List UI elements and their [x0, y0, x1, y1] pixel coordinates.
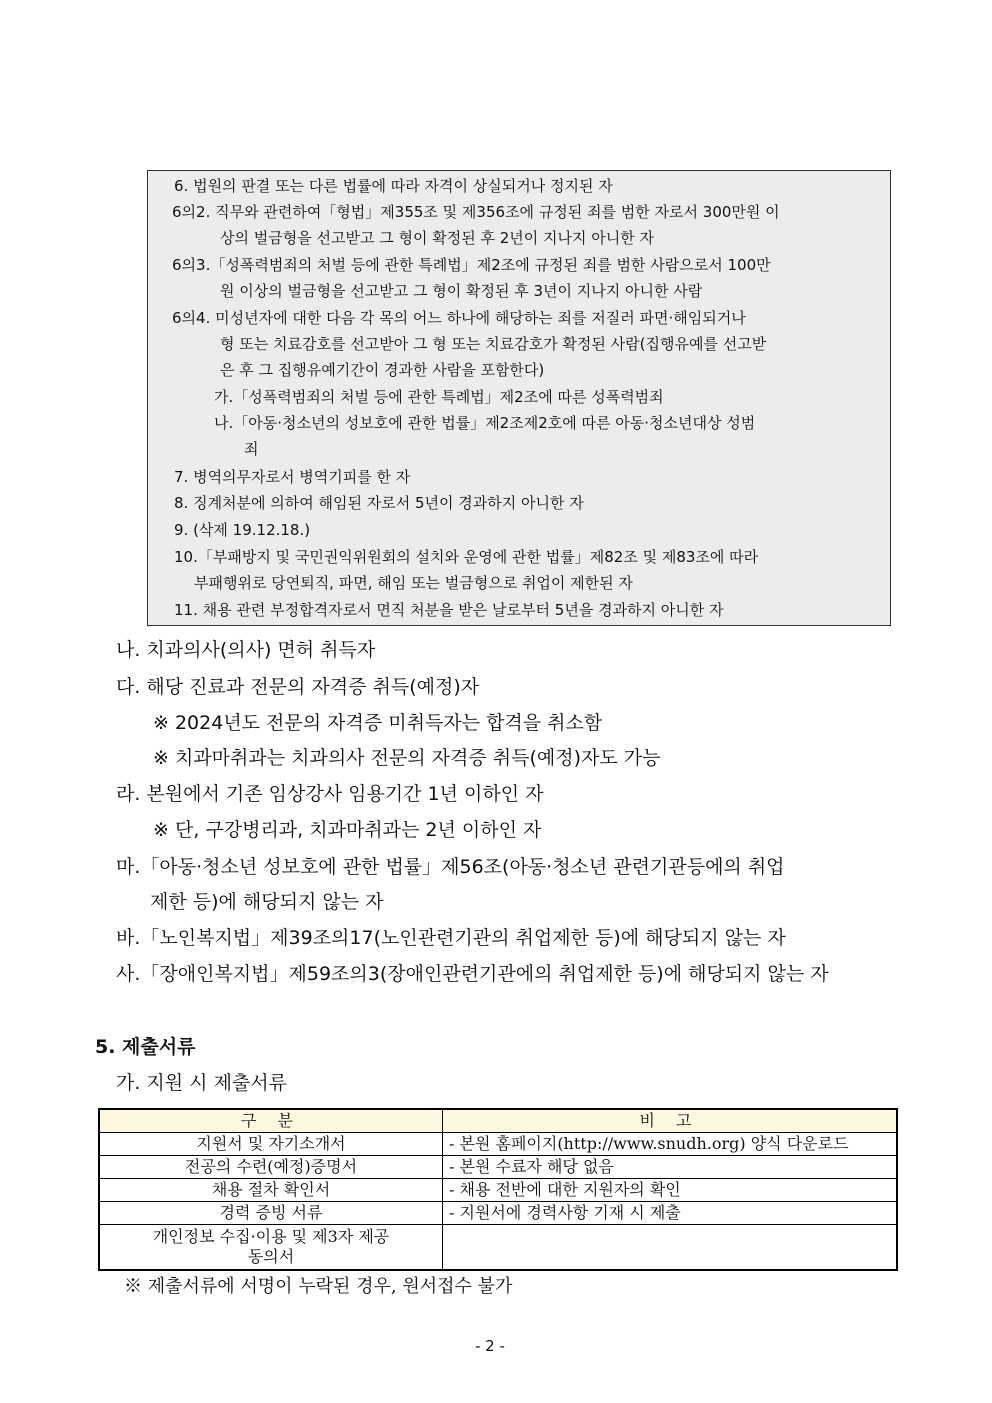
box-line-10b: 부패행위로 당연퇴직, 파면, 해임 또는 벌금형으로 취업이 제한된 자 [194, 574, 633, 592]
box-line-10a: 10.「부패방지 및 국민권익위원회의 설치와 운영에 관한 법률」제82조 및 제83조에 따라 [174, 548, 759, 566]
box-line-6-2a: 6의2. 직무와 관련하여「형법」제355조 및 제356조에 규정된 죄를 범한 자로서 300만원 이 [172, 203, 780, 221]
item-sa: 사.「장애인복지법」제59조의3(장애인관련기관에의 취업제한 등)에 해당되지 않는 자 [116, 963, 829, 985]
box-line-6: 6. 법원의 판결 또는 다른 법률에 따라 자격이 상실되거나 정지된 자 [174, 177, 613, 195]
row-item-line1: 개인정보 수집·이용 및 제3자 제공 [152, 1227, 390, 1246]
box-line-7: 7. 병역의무자로서 병역기피를 한 자 [174, 468, 411, 486]
item-da-note1: ※ 2024년도 전문의 자격증 미취득자는 합격을 취소함 [153, 712, 603, 734]
box-line-9: 9. (삭제 19.12.18.) [174, 521, 311, 539]
section-heading: 5. 제출서류 [95, 1036, 196, 1058]
box-line-6-4-nb: 죄 [244, 440, 259, 458]
item-da-note2: ※ 치과마취과는 치과의사 전문의 자격증 취득(예정)자도 가능 [153, 747, 661, 769]
table-header-row [99, 1109, 897, 1133]
box-line-6-2b: 상의 벌금형을 선고받고 그 형이 확정된 후 2년이 지나지 아니한 자 [220, 229, 654, 247]
row-item: 채용 절차 확인서 [99, 1179, 443, 1202]
item-da: 다. 해당 진료과 전문의 자격증 취득(예정)자 [116, 676, 480, 698]
item-ma-a: 마.「아동·청소년 성보호에 관한 법률」제56조(아동·청소년 관련기관등에의 취업 [116, 856, 785, 878]
box-line-8: 8. 징계처분에 의하여 해임된 자로서 5년이 경과하지 아니한 자 [174, 494, 584, 512]
box-line-6-3b: 원 이상의 벌금형을 선고받고 그 형이 확정된 후 3년이 지나지 아니한 사람 [220, 282, 703, 300]
row-item [99, 1225, 443, 1271]
item-na: 나. 치과의사(의사) 면허 취득자 [116, 639, 376, 661]
box-line-6-3a: 6의3.「성폭력범죄의 처벌 등에 관한 특례법」제2조에 규정된 죄를 범한 사람으로서 100만 [172, 256, 771, 274]
footnote: ※ 제출서류에 서명이 누락된 경우, 원서접수 불가 [124, 1276, 513, 1297]
row-note: - 채용 전반에 대한 지원자의 확인 [443, 1179, 898, 1202]
table-row [99, 1156, 897, 1179]
disqualification-box [147, 170, 891, 626]
box-line-6-4a: 6의4. 미성년자에 대한 다음 각 목의 어느 하나에 해당하는 죄를 저질러 파면·해임되거나 [172, 309, 746, 327]
row-item: 경력 증빙 서류 [99, 1202, 443, 1225]
row-item: 전공의 수련(예정)증명서 [99, 1156, 443, 1179]
box-line-6-4-ga: 가.「성폭력범죄의 처벌 등에 관한 특례법」제2조에 따른 성폭력범죄 [214, 388, 664, 406]
header-note: 비 고 [443, 1109, 898, 1133]
row-item-line2: 동의서 [247, 1247, 295, 1266]
item-ra: 라. 본원에서 기존 임상강사 임용기간 1년 이하인 자 [116, 783, 544, 805]
page-number: - 2 - [475, 1337, 505, 1355]
row-note: - 본원 홈페이지(http://www.snudh.org) 양식 다운로드 [443, 1133, 898, 1156]
row-item: 지원서 및 자기소개서 [99, 1133, 443, 1156]
item-ma-b: 제한 등)에 해당되지 않는 자 [150, 891, 384, 913]
table-row [99, 1225, 897, 1271]
box-line-6-4c: 은 후 그 집행유예기간이 경과한 사람을 포함한다) [220, 361, 545, 379]
box-line-6-4-na: 나.「아동·청소년의 성보호에 관한 법률」제2조제2호에 따른 아동·청소년대상 성범 [214, 414, 756, 432]
header-category: 구 분 [99, 1109, 443, 1133]
documents-table [98, 1108, 898, 1271]
table-row [99, 1202, 897, 1225]
item-ra-note: ※ 단, 구강병리과, 치과마취과는 2년 이하인 자 [153, 819, 542, 841]
row-note: - 지원서에 경력사항 기재 시 제출 [443, 1202, 898, 1225]
table-row [99, 1179, 897, 1202]
row-note: - 본원 수료자 해당 없음 [443, 1156, 898, 1179]
row-note [443, 1225, 898, 1271]
box-line-11: 11. 채용 관련 부정합격자로서 면직 처분을 받은 날로부터 5년을 경과하지 아니한 자 [174, 601, 724, 619]
box-line-6-4b: 형 또는 치료감호를 선고받아 그 형 또는 치료감호가 확정된 사람(집행유예를 선고받 [220, 335, 767, 353]
section-subheading: 가. 지원 시 제출서류 [116, 1072, 287, 1094]
item-ba: 바.「노인복지법」제39조의17(노인관련기관의 취업제한 등)에 해당되지 않는 자 [116, 927, 786, 949]
table-row [99, 1133, 897, 1156]
